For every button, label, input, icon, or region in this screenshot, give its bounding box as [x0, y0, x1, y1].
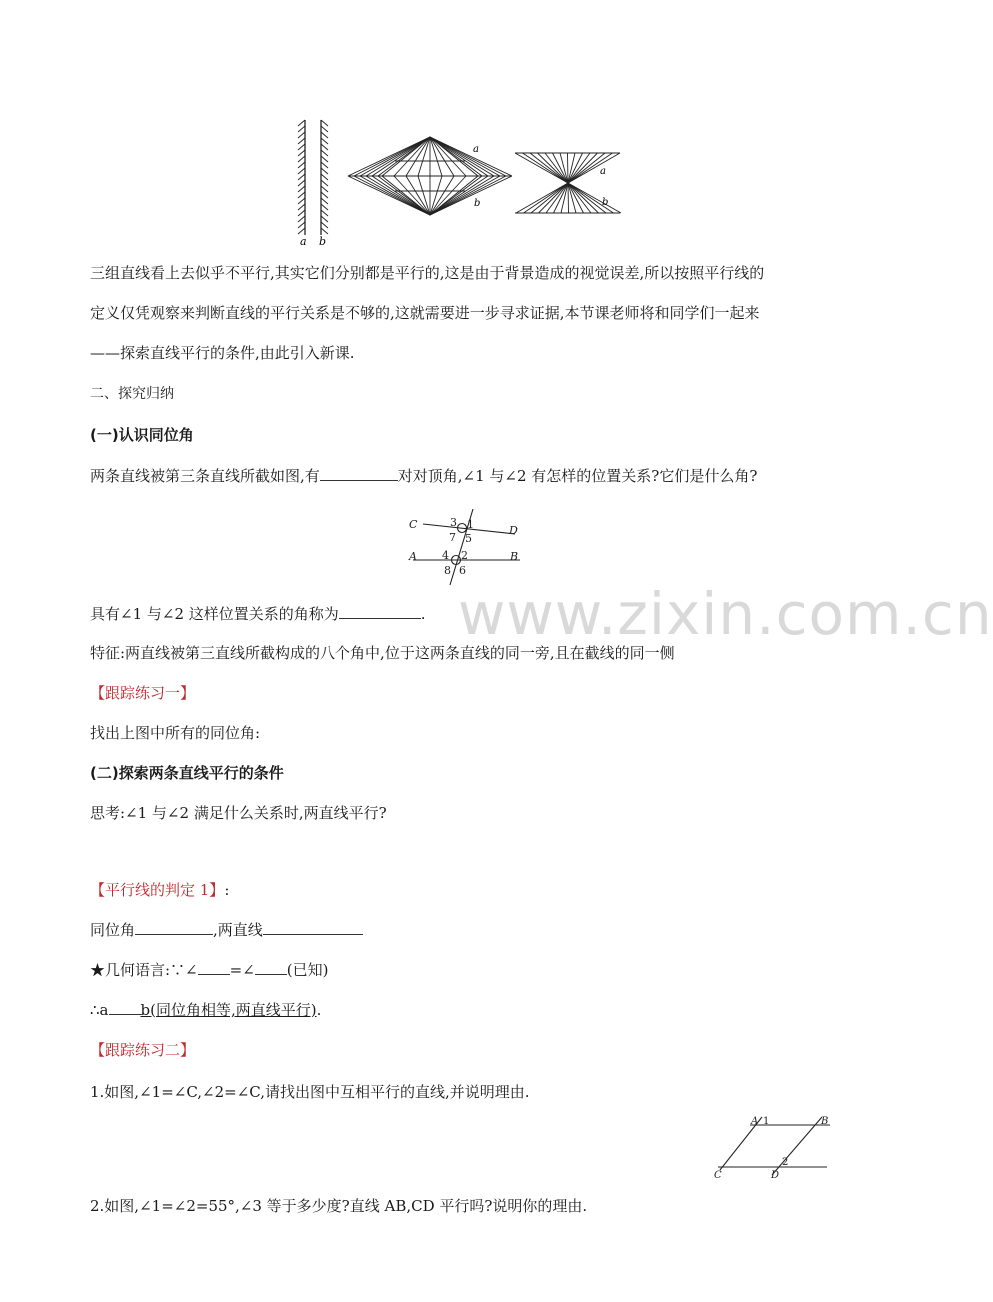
exercise-2: 2.如图,∠1=∠2=55°,∠3 等于多少度?直线 AB,CD 平行吗?说明你的理由.: [90, 1197, 588, 1215]
practice-2-title: 【跟踪练习二】: [90, 1041, 196, 1059]
figure1-label-a-left: a: [300, 235, 307, 248]
figure2-label-A: A: [409, 550, 417, 563]
answer-blank[interactable]: [339, 604, 421, 619]
section-title-explore: 二、探究归纳: [90, 386, 174, 402]
subsection-title-parallel-conditions: (二)探索两条直线平行的条件: [90, 764, 284, 782]
theorem-title-line: [90, 880, 229, 900]
figure2-angle-6: 6: [459, 564, 466, 577]
figure2-angle-7: 7: [449, 531, 456, 544]
exercise-1: 1.如图,∠1=∠C,∠2=∠C,请找出图中互相平行的直线,并说明理由.: [90, 1083, 530, 1101]
practice-1-title: 【跟踪练习一】: [90, 684, 196, 702]
question-2-after: .: [420, 605, 426, 623]
subsection-title-corresponding-angles: (一)认识同位角: [90, 426, 194, 444]
figure2-angle-1: 1: [467, 518, 474, 531]
geometry-language-prefix: ★几何语言:∵∠: [90, 961, 198, 979]
figure3-label-2: 2: [782, 1157, 789, 1168]
figure1-label-a-mid: a: [473, 144, 479, 155]
theorem-part-1: 同位角: [90, 921, 136, 939]
figure1-label-b-right: b: [602, 197, 609, 208]
theorem-colon: :: [224, 881, 230, 899]
figure2-angle-4: 4: [442, 549, 449, 562]
figure3-label-C: C: [714, 1170, 722, 1181]
question-2: [90, 604, 426, 624]
therefore-mid: b(: [140, 1001, 156, 1019]
figure2-label-C: C: [409, 518, 418, 531]
feature-text: 特征:两直线被第三直线所截构成的八个角中,位于这两条直线的同一旁,且在截线的同一侧: [90, 644, 675, 662]
question-1-after: 对对顶角,∠1 与∠2 有怎样的位置关系?它们是什么角?: [397, 467, 758, 485]
figure3-label-1: 1: [763, 1116, 770, 1127]
transversal-figure: [405, 507, 530, 587]
figure3-label-D: D: [771, 1170, 780, 1181]
answer-blank[interactable]: [263, 920, 363, 935]
figure2-angle-5: 5: [465, 532, 472, 545]
figure1-label-b-mid: b: [474, 198, 481, 209]
question-1-before: 两条直线被第三条直线所截如图,有: [90, 467, 320, 485]
therefore-prefix: ∴a: [90, 1001, 109, 1019]
figure1-label-a-right: a: [600, 166, 606, 177]
theorem-part-2: ,两直线: [213, 921, 263, 939]
question-1: [90, 466, 757, 486]
figure3-label-B: B: [821, 1116, 829, 1127]
theorem-title: 【平行线的判定 1】: [90, 881, 225, 899]
answer-blank[interactable]: [255, 960, 287, 975]
paragraph-line-2: 定义仅凭观察来判断直线的平行关系是不够的,这就需要进一步寻求证据,本节课老师将和同学们一起来: [90, 304, 760, 322]
figure2-angle-3: 3: [450, 516, 457, 529]
figure3-label-A: A: [751, 1116, 759, 1127]
figure2-label-D: D: [509, 524, 518, 537]
paragraph-line-1: 三组直线看上去似乎不平行,其实它们分别都是平行的,这是由于背景造成的视觉误差,所以按照平行线的: [90, 264, 765, 282]
therefore-line: [90, 1000, 321, 1020]
watermark: www.zixin.com.cn: [458, 580, 993, 648]
parallelogram-figure: [710, 1112, 835, 1182]
paragraph-line-3: ——探索直线平行的条件,由此引入新课.: [90, 344, 355, 362]
parallel-illusion-figure: [290, 115, 630, 250]
think-question: 思考:∠1 与∠2 满足什么关系时,两直线平行?: [90, 804, 387, 822]
answer-blank[interactable]: [109, 1000, 141, 1015]
geometry-language-eq: =∠: [229, 961, 255, 979]
figure2-label-B: B: [510, 550, 519, 563]
figure2-angle-2: 2: [461, 549, 468, 562]
therefore-end: .: [316, 1001, 322, 1019]
question-2-before: 具有∠1 与∠2 这样位置关系的角称为: [90, 605, 339, 623]
practice-1-question: 找出上图中所有的同位角:: [90, 724, 261, 742]
answer-blank[interactable]: [320, 466, 398, 481]
figure1-label-b-left: b: [319, 235, 327, 248]
geometry-language: [90, 960, 328, 980]
theorem-statement: [90, 920, 363, 940]
figure2-angle-8: 8: [444, 564, 451, 577]
therefore-reason: 同位角相等,两直线平行): [155, 1001, 317, 1019]
answer-blank[interactable]: [135, 920, 213, 935]
answer-blank[interactable]: [198, 960, 230, 975]
geometry-language-suffix: (已知): [286, 961, 329, 979]
